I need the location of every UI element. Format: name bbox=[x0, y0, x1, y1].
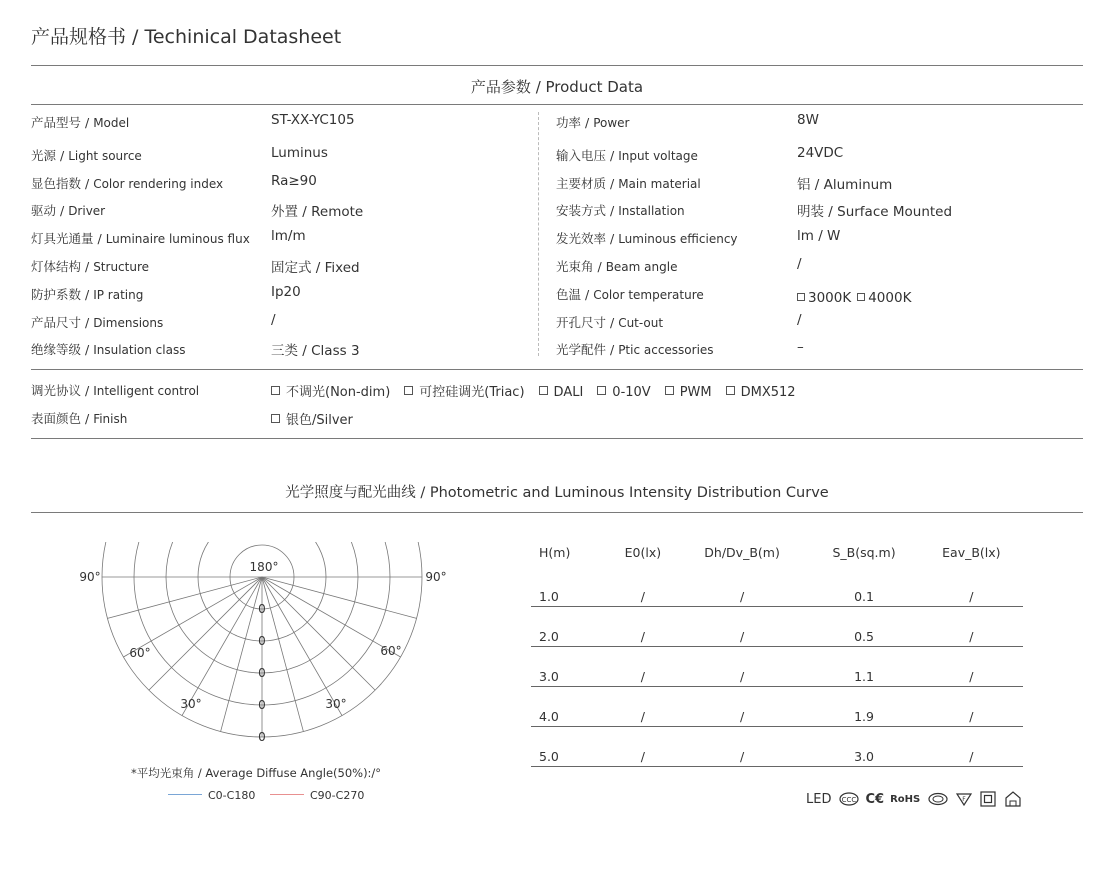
polar-ring-value: 0 bbox=[258, 602, 266, 616]
right-label: 开孔尺寸 / Cut-out bbox=[556, 315, 664, 330]
left-label: 光源 / Light source bbox=[31, 148, 142, 163]
checkbox-icon[interactable] bbox=[857, 293, 865, 301]
polar-spoke bbox=[107, 577, 262, 618]
finish-options bbox=[271, 409, 367, 428]
color-temp-option[interactable]: 3000K bbox=[797, 290, 851, 306]
table-cell: 0.5 bbox=[808, 607, 919, 647]
checkbox-icon[interactable] bbox=[271, 414, 280, 423]
table-cell: / bbox=[920, 687, 1023, 727]
table-cell: / bbox=[676, 687, 809, 727]
option-item[interactable]: DALI bbox=[539, 385, 584, 400]
photometric-table bbox=[531, 537, 1023, 767]
photometric-title: 光学照度与配光曲线 / Photometric and Luminous Intensity Distribution Curve bbox=[285, 485, 829, 501]
legend-line-c0 bbox=[168, 794, 202, 795]
polar-distribution-diagram bbox=[60, 535, 470, 760]
right-value: / bbox=[797, 312, 802, 328]
checkbox-icon[interactable] bbox=[797, 293, 805, 301]
table-cell: 0.1 bbox=[808, 567, 919, 607]
table-row bbox=[531, 727, 1023, 767]
option-item[interactable]: 0-10V bbox=[597, 385, 650, 400]
legend-c0: C0-C180 bbox=[168, 789, 255, 802]
polar-spoke bbox=[221, 577, 262, 732]
right-label: 色温 / Color temperature bbox=[556, 287, 704, 302]
left-value: 三类 / Class 3 bbox=[271, 343, 360, 359]
left-label: 灯具光通量 / Luminaire luminous flux bbox=[31, 231, 250, 246]
table-cell: 4.0 bbox=[531, 687, 610, 727]
polar-label-30-left: 30° bbox=[180, 697, 202, 711]
left-value: Ip20 bbox=[271, 284, 301, 300]
divider bbox=[31, 65, 1083, 66]
divider bbox=[31, 512, 1083, 513]
polar-spoke bbox=[262, 577, 342, 716]
left-label: 绝缘等级 / Insulation class bbox=[31, 342, 186, 357]
divider bbox=[31, 104, 1083, 105]
table-cell: 1.9 bbox=[808, 687, 919, 727]
left-value: ST-XX-YC105 bbox=[271, 112, 355, 128]
table-cell: / bbox=[610, 647, 676, 687]
left-value: / bbox=[271, 312, 276, 328]
left-value: 外置 / Remote bbox=[271, 204, 364, 220]
polar-spoke bbox=[262, 577, 417, 618]
rohs-icon: RoHS bbox=[890, 793, 921, 805]
cqc-icon bbox=[928, 792, 948, 806]
table-cell: / bbox=[920, 727, 1023, 767]
right-value: – bbox=[797, 339, 804, 355]
checkbox-icon[interactable] bbox=[271, 386, 280, 395]
polar-ring-value: 0 bbox=[258, 730, 266, 744]
class2-icon bbox=[980, 791, 996, 807]
table-row bbox=[531, 687, 1023, 727]
table-cell: / bbox=[610, 567, 676, 607]
left-value: lm/m bbox=[271, 228, 306, 244]
option-item[interactable]: 可控硅调光(Triac) bbox=[404, 381, 524, 400]
polar-ring-value: 0 bbox=[258, 666, 266, 680]
polar-spoke bbox=[123, 577, 262, 657]
checkbox-icon[interactable] bbox=[665, 386, 674, 395]
table-cell: / bbox=[610, 727, 676, 767]
polar-ring-value: 0 bbox=[258, 634, 266, 648]
right-label: 安装方式 / Installation bbox=[556, 203, 685, 218]
led-mark: LED bbox=[806, 791, 832, 807]
table-cell: / bbox=[676, 567, 809, 607]
left-label: 产品型号 / Model bbox=[31, 115, 130, 130]
left-label: 防护系数 / IP rating bbox=[31, 287, 144, 302]
table-cell: / bbox=[920, 567, 1023, 607]
table-cell: 2.0 bbox=[531, 607, 610, 647]
polar-ring-value: 0 bbox=[258, 698, 266, 712]
polar-label-180: 180° bbox=[249, 560, 279, 574]
ccc-icon bbox=[839, 792, 859, 806]
table-header-cell: E0(lx) bbox=[624, 544, 662, 560]
checkbox-icon[interactable] bbox=[597, 386, 606, 395]
left-label: 显色指数 / Color rendering index bbox=[31, 176, 224, 191]
right-label: 输入电压 / Input voltage bbox=[556, 148, 698, 163]
legend-line-c90 bbox=[270, 794, 304, 795]
checkbox-icon[interactable] bbox=[539, 386, 548, 395]
left-label: 驱动 / Driver bbox=[31, 203, 106, 218]
color-temp-option[interactable]: 4000K bbox=[857, 290, 911, 306]
legend-c90: C90-C270 bbox=[270, 789, 364, 802]
table-cell: 3.0 bbox=[808, 727, 919, 767]
right-value bbox=[797, 290, 917, 306]
polar-label-30-right: 30° bbox=[325, 697, 347, 711]
column-separator bbox=[538, 112, 539, 356]
left-label: 产品尺寸 / Dimensions bbox=[31, 315, 164, 330]
table-cell: / bbox=[610, 607, 676, 647]
table-cell: / bbox=[676, 607, 809, 647]
polar-label-90-left: 90° bbox=[79, 570, 101, 584]
table-row bbox=[531, 567, 1023, 607]
right-value: / bbox=[797, 256, 802, 272]
left-value: Luminus bbox=[271, 145, 328, 161]
right-value: 明装 / Surface Mounted bbox=[797, 204, 953, 220]
table-header-cell: Eav_B(lx) bbox=[942, 544, 1001, 560]
right-value: 8W bbox=[797, 112, 819, 128]
left-value: Ra≥90 bbox=[271, 173, 317, 189]
table-header-cell: H(m) bbox=[539, 544, 571, 560]
right-value: 24VDC bbox=[797, 145, 844, 161]
polar-label-60-right: 60° bbox=[380, 644, 402, 658]
divider bbox=[31, 438, 1083, 439]
polar-spoke bbox=[262, 577, 375, 690]
finish-label: 表面颜色 / Finish bbox=[31, 411, 128, 426]
polar-spoke bbox=[182, 577, 262, 716]
option-item[interactable]: PWM bbox=[665, 385, 712, 400]
polar-spoke bbox=[262, 577, 303, 732]
svg-text:F: F bbox=[962, 796, 966, 803]
table-row bbox=[531, 647, 1023, 687]
certification-marks bbox=[806, 789, 1022, 809]
table-cell: 5.0 bbox=[531, 727, 610, 767]
right-value: 铝 / Aluminum bbox=[797, 177, 893, 193]
control-options bbox=[271, 381, 810, 400]
svg-text:CCC: CCC bbox=[842, 796, 857, 804]
checkbox-icon[interactable] bbox=[404, 386, 413, 395]
option-item[interactable]: 不调光(Non-dim) bbox=[271, 381, 390, 400]
table-row bbox=[531, 607, 1023, 647]
checkbox-icon[interactable] bbox=[726, 386, 735, 395]
option-item[interactable]: DMX512 bbox=[726, 385, 796, 400]
table-cell: 3.0 bbox=[531, 647, 610, 687]
left-value: 固定式 / Fixed bbox=[271, 260, 360, 276]
ce-icon: C€ bbox=[865, 791, 885, 807]
table-header-cell: Dh/Dv_B(m) bbox=[704, 544, 780, 560]
polar-spoke bbox=[149, 577, 262, 690]
right-label: 功率 / Power bbox=[556, 115, 630, 130]
table-header-cell: S_B(sq.m) bbox=[832, 544, 896, 560]
table-cell: / bbox=[920, 607, 1023, 647]
right-label: 发光效率 / Luminous efficiency bbox=[556, 231, 738, 246]
table-cell: / bbox=[920, 647, 1023, 687]
polar-label-60-left: 60° bbox=[129, 646, 151, 660]
table-cell: 1.1 bbox=[808, 647, 919, 687]
right-label: 光束角 / Beam angle bbox=[556, 259, 678, 274]
average-angle-note: *平均光束角 / Average Diffuse Angle(50%):/° bbox=[131, 766, 382, 780]
table-cell: / bbox=[676, 727, 809, 767]
right-label: 光学配件 / Ptic accessories bbox=[556, 342, 714, 357]
table-cell: 1.0 bbox=[531, 567, 610, 607]
left-label: 灯体结构 / Structure bbox=[31, 259, 150, 274]
table-header-row bbox=[531, 537, 1023, 567]
f-mark-icon bbox=[956, 792, 972, 806]
option-item[interactable]: 银色/Silver bbox=[271, 409, 353, 428]
table-cell: / bbox=[676, 647, 809, 687]
table-cell: / bbox=[610, 687, 676, 727]
control-label: 调光协议 / Intelligent control bbox=[31, 383, 200, 398]
right-label: 主要材质 / Main material bbox=[556, 176, 701, 191]
product-data-title: 产品参数 / Product Data bbox=[470, 78, 644, 96]
document-title: 产品规格书 / Techinical Datasheet bbox=[31, 26, 342, 48]
ip-house-icon bbox=[1004, 790, 1022, 808]
polar-label-90-right: 90° bbox=[425, 570, 447, 584]
divider bbox=[31, 369, 1083, 370]
right-value: lm / W bbox=[797, 228, 841, 244]
